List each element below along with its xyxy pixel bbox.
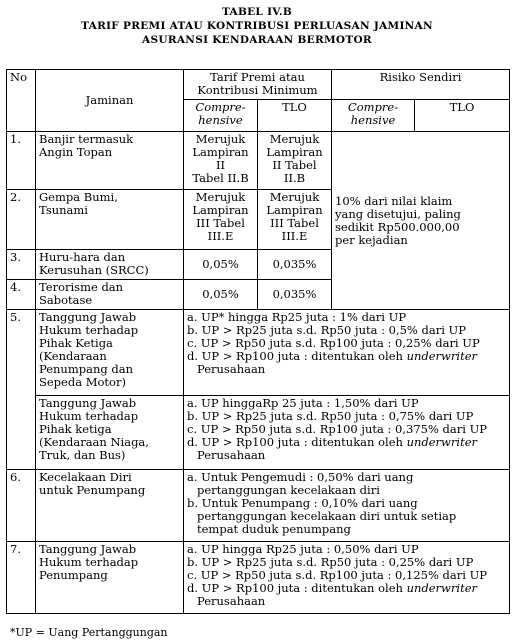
- risiko-sendiri-cell: 10% dari nilai klaim yang disetujui, paling sedikit Rp500.000,00 per kejadian: [332, 132, 510, 310]
- row-no: 3.: [7, 250, 36, 280]
- row-jaminan: Banjir termasuk Angin Topan: [36, 132, 184, 190]
- header-row: [7, 70, 510, 100]
- table-subtitle-2: ASURANSI KENDARAAN BERMOTOR: [142, 34, 372, 46]
- tariff-table: [6, 69, 510, 614]
- row-jaminan: Tanggung Jawab Hukum terhadap Penumpang: [36, 542, 184, 614]
- table-subtitle-1: TARIF PREMI ATAU KONTRIBUSI PERLUASAN JAMINAN: [81, 20, 433, 32]
- row-tlo: Merujuk Lampiran III Tabel III.E: [258, 190, 332, 250]
- row-no: 1.: [7, 132, 36, 190]
- row-comprehensive: Merujuk Lampiran II Tabel II.B: [184, 132, 258, 190]
- row-jaminan: Gempa Bumi, Tsunami: [36, 190, 184, 250]
- row-jaminan: Kecelakaan Diri untuk Penumpang: [36, 470, 184, 542]
- header-risiko-comprehensive: Compre- hensive: [332, 100, 415, 132]
- table-row: [7, 310, 510, 396]
- row-tarif-detail: a. UP hingga Rp25 juta : 0,50% dari UP b. UP > Rp25 juta s.d. Rp50 juta : 0,25% dari UP c. UP > Rp50 juta s.d. Rp100 juta : 0,125% dari UP d. UP > Rp100 juta : ditentukan oleh underwriter Perusahaan: [184, 542, 510, 614]
- row-no: 6.: [7, 470, 36, 542]
- header-jaminan: Jaminan: [36, 70, 184, 132]
- row-no: 7.: [7, 542, 36, 614]
- row-no: 5.: [7, 310, 36, 470]
- header-risiko-tlo: TLO: [415, 100, 510, 132]
- table-row: [7, 132, 510, 190]
- row-comprehensive: 0,05%: [184, 280, 258, 310]
- header-tlo: TLO: [258, 100, 332, 132]
- row-tlo: Merujuk Lampiran II Tabel II.B: [258, 132, 332, 190]
- header-tarif: Tarif Premi atau Kontribusi Minimum: [184, 70, 332, 100]
- table-title: TABEL IV.B: [221, 6, 293, 18]
- table-row: [7, 470, 510, 542]
- row-comprehensive: Merujuk Lampiran III Tabel III.E: [184, 190, 258, 250]
- header-no: No: [7, 70, 36, 132]
- row-tarif-detail: a. Untuk Pengemudi : 0,50% dari uang pertanggungan kecelakaan diri b. Untuk Penumpang : 0,10% dari uang pertanggungan kecelakaan diri untuk setiap tempat duduk penumpang: [184, 470, 510, 542]
- row-jaminan: Terorisme dan Sabotase: [36, 280, 184, 310]
- row-tlo: 0,035%: [258, 280, 332, 310]
- row-tarif-detail: a. UP* hingga Rp25 juta : 1% dari UP b. UP > Rp25 juta s.d. Rp50 juta : 0,5% dari UP c. UP > Rp50 juta s.d. Rp100 juta : 0,25% dari UP d. UP > Rp100 juta : ditentukan oleh underwriter Perusahaan: [184, 310, 510, 396]
- table-row: [7, 396, 510, 470]
- row-jaminan: Tanggung Jawab Hukum terhadap Pihak Ketiga (Kendaraan Penumpang dan Sepeda Motor): [36, 310, 184, 396]
- header-comprehensive: Compre- hensive: [184, 100, 258, 132]
- footnote: *UP = Uang Pertanggungan: [10, 626, 168, 639]
- row-tarif-detail: a. UP hinggaRp 25 juta : 1,50% dari UP b. UP > Rp25 juta s.d. Rp50 juta : 0,75% dari UP c. UP > Rp50 juta s.d. Rp100 juta : 0,375% dari UP d. UP > Rp100 juta : ditentukan oleh underwriter Perusahaan: [184, 396, 510, 470]
- table-row: [7, 542, 510, 614]
- row-jaminan: Huru-hara dan Kerusuhan (SRCC): [36, 250, 184, 280]
- row-comprehensive: 0,05%: [184, 250, 258, 280]
- row-no: 4.: [7, 280, 36, 310]
- row-jaminan: Tanggung Jawab Hukum terhadap Pihak ketiga (Kendaraan Niaga, Truk, dan Bus): [36, 396, 184, 470]
- row-tlo: 0,035%: [258, 250, 332, 280]
- row-no: 2.: [7, 190, 36, 250]
- header-risiko: Risiko Sendiri: [332, 70, 510, 100]
